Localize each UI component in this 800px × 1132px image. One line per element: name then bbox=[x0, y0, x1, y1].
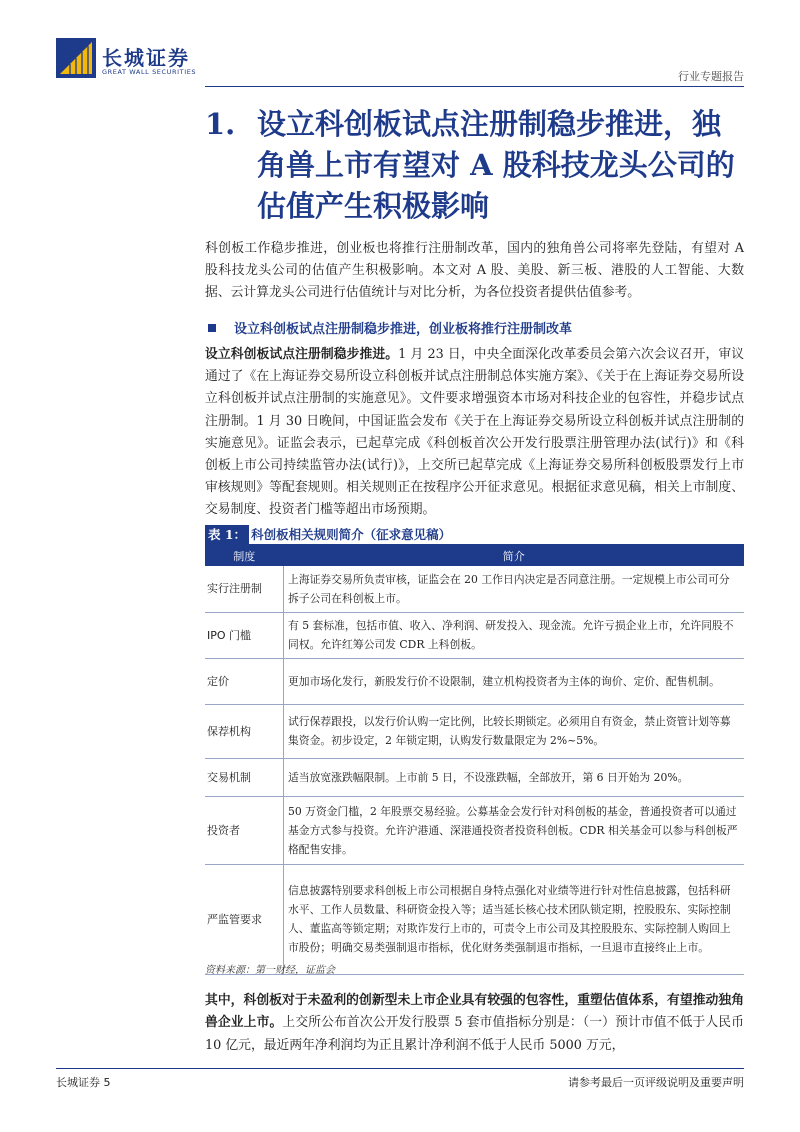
body-text: 1 月 23 日，中央全面深化改革委员会第六次会议召开，审议通过了《在上海证券交易所设立科创板并试点注册制总体实施方案》、《关于在上海证券交易所设立科创板并试点注册制的实施意见》。文件要求增强资本市场对科技企业的包容性，并稳步试点注册制。1 月 30 日晚间，中国证监会发布《关于在上海证券交易所设立科创板并试点注册制的实施意见》。证监会表示，已起草完成《科创板首次公开发行股票注册管理办法(试行)》和《科创板上市公司持续监管办法(试行)》，上交所已起草完成《上海证券交易所科创板股票发行上市审核规则》等配套规则。相关规则正在按程序公开征求意见。根据征求意见稿，相关上市制度、交易制度、投资者门槛等超出市场预期。 bbox=[205, 347, 744, 518]
rule-desc-cell: 适当放宽涨跌幅限制。上市前 5 日，不设涨跌幅，全部放开，第 6 日开始为 20%。 bbox=[284, 758, 745, 796]
square-bullet-icon bbox=[208, 324, 216, 332]
table-row bbox=[205, 566, 744, 612]
rule-desc-cell: 试行保荐跟投，以发行价认购一定比例，比较长期锁定。必须用自有资金，禁止资管计划等募集资金。初步设定，2 年锁定期，认购发行数量限定为 2%~5%。 bbox=[284, 704, 745, 758]
report-type-label: 行业专题报告 bbox=[678, 70, 744, 83]
table-caption-text: 科创板相关规则简介（征求意见稿） bbox=[251, 527, 452, 542]
table-row bbox=[205, 796, 744, 864]
rule-name-cell: 实行注册制 bbox=[205, 566, 284, 612]
footer-divider bbox=[56, 1068, 744, 1069]
intro-paragraph: 科创板工作稳步推进，创业板也将推行注册制改革，国内的独角兽公司将率先登陆，有望对 A 股科技龙头公司的估值产生积极影响。本文对 A 股、美股、新三板、港股的人工智能、大数据、云计算龙头公司进行估值统计与对比分析，为各位投资者提供估值参考。 bbox=[205, 241, 744, 300]
table-row bbox=[205, 612, 744, 658]
closing-lead-sentence: 其中，科创板对于未盈利的创新型未上市企业具有较强的包容性，重塑估值体系，有望推动独角兽企业上市。 bbox=[205, 993, 744, 1031]
great-wall-logo-icon bbox=[56, 38, 96, 78]
section-title bbox=[205, 104, 744, 227]
table-header-cell: 简介 bbox=[284, 545, 745, 566]
rule-name-cell: 保荐机构 bbox=[205, 704, 284, 758]
table-caption bbox=[205, 524, 744, 545]
table-header-row bbox=[205, 545, 744, 566]
rule-desc-cell: 有 5 套标准，包括市值、收入、净利润、研发投入、现金流。允许亏损企业上市，允许同股不同权。允许红筹公司发 CDR 上科创板。 bbox=[284, 612, 745, 658]
rule-desc-cell: 信息披露特别要求科创板上市公司根据自身特点强化对业绩等进行针对性信息披露，包括科研水平、工作人员数量、科研资金投入等；适当延长核心技术团队锁定期，控股股东、实际控制人、董监高等锁定期；对欺诈发行上市的，可责令上市公司及其控股股东、实际控制人购回上市股份；明确交易类强制退市指标，优化财务类强制退市指标，一旦退市直接终止上市。 bbox=[284, 864, 745, 974]
body-lead-sentence: 设立科创板试点注册制稳步推进。 bbox=[205, 347, 399, 362]
table-row bbox=[205, 758, 744, 796]
subsection-heading-text: 设立科创板试点注册制稳步推进，创业板将推行注册制改革 bbox=[234, 322, 573, 337]
rule-desc-cell: 上海证券交易所负责审核，证监会在 20 工作日内决定是否同意注册。一定规模上市公司可分拆子公司在科创板上市。 bbox=[284, 566, 745, 612]
table-row bbox=[205, 704, 744, 758]
rule-name-cell: 交易机制 bbox=[205, 758, 284, 796]
rule-name-cell: 投资者 bbox=[205, 796, 284, 864]
footer-page-label: 长城证券 5 bbox=[56, 1076, 111, 1089]
rule-desc-cell: 更加市场化发行，新股发行价不设限制，建立机构投资者为主体的询价、定价、配售机制。 bbox=[284, 658, 745, 704]
closing-paragraph bbox=[205, 990, 744, 1057]
table-row bbox=[205, 658, 744, 704]
body-paragraph bbox=[205, 344, 744, 522]
rule-name-cell: IPO 门槛 bbox=[205, 612, 284, 658]
section-number: 1. bbox=[205, 107, 236, 141]
table-source-note: 资料来源：第一财经，证监会 bbox=[205, 965, 335, 976]
subsection-heading bbox=[205, 318, 744, 337]
closing-text: 上交所公布首次公开发行股票 5 套市值指标分别是：（一）预计市值不低于人民币 10 亿元，最近两年净利润均为正且累计净利润不低于人民币 5000 万元， bbox=[205, 1015, 744, 1053]
brand-name-en: GREAT WALL SECURITIES bbox=[102, 68, 197, 76]
rule-name-cell: 定价 bbox=[205, 658, 284, 704]
brand-name-cn: 长城证券 bbox=[102, 46, 190, 70]
page-header bbox=[0, 0, 800, 95]
header-divider bbox=[205, 86, 744, 87]
rule-name-cell: 严监管要求 bbox=[205, 864, 284, 974]
footer-disclaimer: 请参考最后一页评级说明及重要声明 bbox=[568, 1076, 744, 1089]
rules-table bbox=[205, 545, 744, 975]
table-row bbox=[205, 864, 744, 974]
rule-desc-cell: 50 万资金门槛，2 年股票交易经验。公募基金会发行针对科创板的基金，普通投资者可以通过基金方式参与投资。允许沪港通、深港通投资者投资科创板。CDR 相关基金可以参与科创板严格配售安排。 bbox=[284, 796, 745, 864]
section-title-text: 设立科创板试点注册制稳步推进，独角兽上市有望对 A 股科技龙头公司的估值产生积极影响 bbox=[257, 107, 735, 223]
table-label: 表 1： bbox=[205, 525, 249, 544]
table-header-cell: 制度 bbox=[205, 545, 284, 566]
